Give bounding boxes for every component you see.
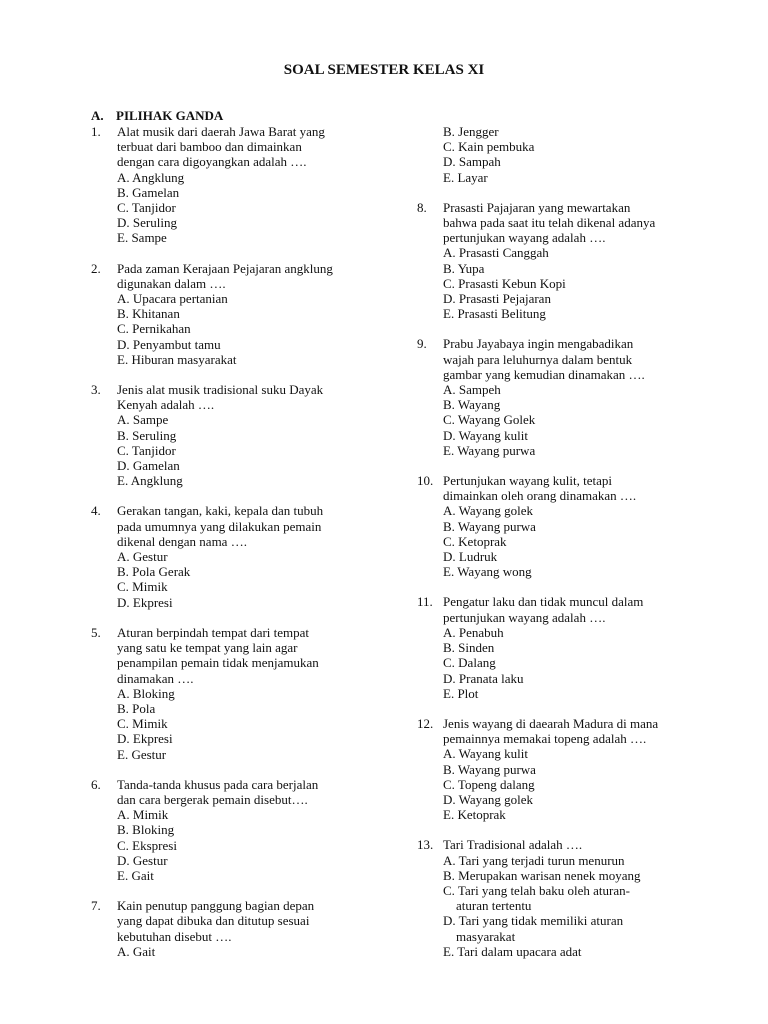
question-line: pada umumnya yang dilakukan pemain xyxy=(117,518,322,534)
answer-option: D. Ekpresi xyxy=(117,731,173,747)
answer-option: E. Hiburan masyarakat xyxy=(117,351,237,367)
question-text xyxy=(443,837,717,852)
answer-option: C. Tanjidor xyxy=(117,200,176,216)
answer-options xyxy=(443,245,717,321)
answer-option: aturan tertentu xyxy=(443,898,532,914)
question-line: kebutuhan disebut …. xyxy=(117,928,232,944)
page-title: SOAL SEMESTER KELAS XI xyxy=(283,62,485,78)
answer-option: C. Mimik xyxy=(117,716,168,732)
question-item xyxy=(91,261,391,367)
answer-options xyxy=(117,944,391,959)
question-line: Pengatur laku dan tidak muncul dalam xyxy=(443,594,644,610)
answer-option: C. Pernikahan xyxy=(117,321,191,337)
question-line: Pertunjukan wayang kulit, tetapi xyxy=(443,473,612,489)
question-line: pertunjukan wayang adalah …. xyxy=(443,609,606,625)
answer-option: D. Tari yang tidak memiliki aturan xyxy=(443,913,624,929)
question-item xyxy=(417,124,717,185)
answer-option: D. Seruling xyxy=(117,215,177,231)
question-line: Tari Tradisional adalah …. xyxy=(443,837,583,853)
question-number: 9. xyxy=(417,336,427,352)
answer-option: B. Bloking xyxy=(117,822,175,838)
question-text xyxy=(117,625,391,686)
answer-option: B. Pola Gerak xyxy=(117,564,191,580)
answer-option: D. Pranata laku xyxy=(443,670,524,686)
question-item xyxy=(417,837,717,959)
question-text xyxy=(443,473,717,503)
answer-option: B. Merupakan warisan nenek moyang xyxy=(443,867,641,883)
answer-option: C. Wayang Golek xyxy=(443,412,536,428)
answer-options xyxy=(117,549,391,610)
answer-option: A. Prasasti Canggah xyxy=(443,245,549,261)
answer-options xyxy=(117,291,391,367)
answer-option: D. Ekpresi xyxy=(117,594,173,610)
answer-option: A. Wayang kulit xyxy=(443,746,529,762)
answer-option: D. Wayang kulit xyxy=(443,427,529,443)
answer-option: E. Sampe xyxy=(117,230,167,246)
answer-option: E. Gestur xyxy=(117,746,167,762)
answer-option: B. Gamelan xyxy=(117,184,180,200)
answer-option: E. Gait xyxy=(117,867,154,883)
answer-option: C. Tari yang telah baku oleh aturan- xyxy=(443,882,630,898)
question-text xyxy=(443,200,717,246)
question-item xyxy=(417,594,717,700)
answer-option: A. Gestur xyxy=(117,549,168,565)
question-item xyxy=(417,336,717,458)
question-line: Jenis wayang di daearah Madura di mana xyxy=(443,715,659,731)
question-line: yang dapat dibuka dan ditutup sesuai xyxy=(117,913,310,929)
question-number: 11. xyxy=(417,594,433,610)
answer-option: D. Penyambut tamu xyxy=(117,336,221,352)
answer-options xyxy=(117,686,391,762)
answer-option: B. Khitanan xyxy=(117,306,180,322)
answer-option: B. Jengger xyxy=(443,124,499,139)
answer-option: B. Seruling xyxy=(117,427,177,443)
question-text xyxy=(117,898,391,944)
left-column xyxy=(91,124,391,959)
question-number: 13. xyxy=(417,837,434,853)
question-number: 8. xyxy=(417,199,427,215)
answer-option: E. Prasasti Belitung xyxy=(443,306,546,322)
answer-option: D. Ludruk xyxy=(443,549,498,565)
question-item xyxy=(91,625,391,762)
answer-option: A. Gait xyxy=(117,943,156,959)
answer-option: E. Wayang wong xyxy=(443,564,532,580)
answer-option: D. Gamelan xyxy=(117,458,180,474)
question-item xyxy=(91,124,391,246)
answer-options xyxy=(117,807,391,883)
question-item xyxy=(91,898,391,959)
question-line: yang satu ke tempat yang lain agar xyxy=(117,640,298,656)
question-line: Gerakan tangan, kaki, kepala dan tubuh xyxy=(117,503,324,519)
question-text xyxy=(117,124,391,170)
answer-option: D. Prasasti Pejajaran xyxy=(443,291,551,307)
answer-option: A. Tari yang terjadi turun menurun xyxy=(443,852,625,868)
question-line: terbuat dari bamboo dan dimainkan xyxy=(117,139,302,155)
answer-option: E. Ketoprak xyxy=(443,807,506,823)
question-number: 7. xyxy=(91,898,101,914)
answer-option: E. Wayang purwa xyxy=(443,442,536,458)
answer-option: A. Sampeh xyxy=(443,382,501,398)
question-item xyxy=(91,777,391,883)
answer-option: C. Ekspresi xyxy=(117,837,177,853)
question-line: Prasasti Pajajaran yang mewartakan xyxy=(443,199,631,215)
section-heading xyxy=(91,108,223,123)
question-number: 12. xyxy=(417,715,434,731)
section-letter: A. xyxy=(91,108,104,123)
question-line: dengan cara digoyangkan adalah …. xyxy=(117,154,307,170)
answer-option: B. Sinden xyxy=(443,640,495,656)
question-number: 2. xyxy=(91,260,101,276)
right-column xyxy=(417,124,717,959)
question-line: penampilan pemain tidak menjamukan xyxy=(117,655,319,671)
answer-option: C. Dalang xyxy=(443,655,496,671)
question-line: dinamakan …. xyxy=(117,670,194,686)
question-item xyxy=(417,716,717,822)
answer-option: D. Wayang golek xyxy=(443,791,534,807)
question-line: Prabu Jayabaya ingin mengabadikan xyxy=(443,336,634,352)
answer-option: E. Tari dalam upacara adat xyxy=(443,943,582,959)
question-text xyxy=(117,261,391,291)
answer-option: B. Wayang purwa xyxy=(443,518,536,534)
question-text xyxy=(443,594,717,624)
question-number: 4. xyxy=(91,503,101,519)
answer-option: A. Mimik xyxy=(117,807,169,823)
question-line: Kain penutup panggung bagian depan xyxy=(117,898,315,914)
answer-option: B. Wayang purwa xyxy=(443,761,536,777)
answer-option: C. Prasasti Kebun Kopi xyxy=(443,275,566,291)
answer-options xyxy=(443,625,717,701)
answer-option: D. Gestur xyxy=(117,852,168,868)
answer-option: A. Upacara pertanian xyxy=(117,291,228,307)
answer-options xyxy=(443,382,717,458)
answer-options xyxy=(443,503,717,579)
answer-options xyxy=(117,170,391,246)
answer-option: E. Layar xyxy=(443,169,488,185)
answer-option: C. Mimik xyxy=(117,579,168,595)
answer-option: D. Sampah xyxy=(443,154,501,170)
question-text xyxy=(117,382,391,412)
answer-option: A. Angklung xyxy=(117,169,185,185)
answer-option: C. Topeng dalang xyxy=(443,776,535,792)
question-line: Alat musik dari daerah Jawa Barat yang xyxy=(117,124,325,139)
question-number: 5. xyxy=(91,624,101,640)
question-line: Kenyah adalah …. xyxy=(117,397,215,413)
question-line: digunakan dalam …. xyxy=(117,275,226,291)
question-line: gambar yang kemudian dinamakan …. xyxy=(443,366,645,382)
answer-option: B. Wayang xyxy=(443,397,501,413)
question-text xyxy=(443,336,717,382)
answer-options xyxy=(117,412,391,488)
question-number: 3. xyxy=(91,382,101,398)
question-line: dan cara bergerak pemain disebut…. xyxy=(117,791,308,807)
answer-option: A. Bloking xyxy=(117,685,175,701)
question-text xyxy=(443,716,717,746)
answer-option: B. Yupa xyxy=(443,260,485,276)
question-text xyxy=(117,777,391,807)
question-line: pemainnya memakai topeng adalah …. xyxy=(443,731,647,747)
question-line: dikenal dengan nama …. xyxy=(117,533,247,549)
question-line: dimainkan oleh orang dinamakan …. xyxy=(443,488,637,504)
answer-options xyxy=(443,124,717,185)
answer-option: A. Penabuh xyxy=(443,624,504,640)
answer-option: C. Kain pembuka xyxy=(443,139,535,155)
answer-option: A. Sampe xyxy=(117,412,169,428)
answer-options xyxy=(443,853,717,959)
question-number: 10. xyxy=(417,473,434,489)
question-item xyxy=(91,503,391,609)
question-line: Aturan berpindah tempat dari tempat xyxy=(117,624,310,640)
answer-option: A. Wayang golek xyxy=(443,503,534,519)
question-line: pertunjukan wayang adalah …. xyxy=(443,230,606,246)
answer-option: B. Pola xyxy=(117,700,156,716)
question-item xyxy=(91,382,391,488)
question-item xyxy=(417,473,717,579)
question-line: wajah para leluhurnya dalam bentuk xyxy=(443,351,633,367)
answer-option: C. Tanjidor xyxy=(117,442,176,458)
question-line: Tanda-tanda khusus pada cara berjalan xyxy=(117,776,319,792)
question-number: 6. xyxy=(91,776,101,792)
section-label: PILIHAK GANDA xyxy=(116,108,224,123)
answer-option: masyarakat xyxy=(443,928,516,944)
question-item xyxy=(417,200,717,322)
answer-options xyxy=(443,746,717,822)
question-line: Pada zaman Kerajaan Pejajaran angklung xyxy=(117,260,333,276)
answer-option: E. Plot xyxy=(443,685,479,701)
answer-option: E. Angklung xyxy=(117,473,183,489)
question-number: 1. xyxy=(91,124,101,139)
answer-option: C. Ketoprak xyxy=(443,533,507,549)
question-line: Jenis alat musik tradisional suku Dayak xyxy=(117,382,324,398)
question-line: bahwa pada saat itu telah dikenal adanya xyxy=(443,215,656,231)
question-text xyxy=(117,503,391,549)
